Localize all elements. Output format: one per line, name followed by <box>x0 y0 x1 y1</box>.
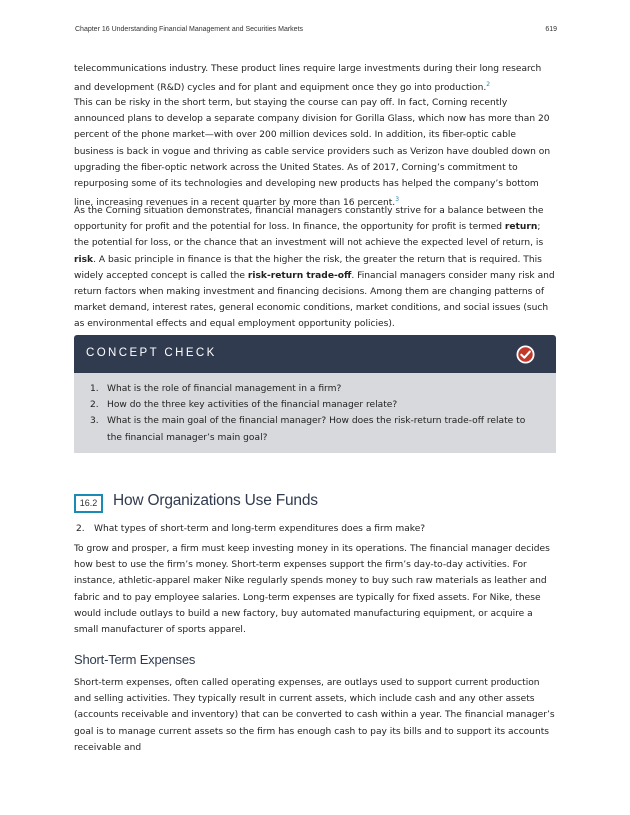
item-text: What is the role of financial management in a firm? <box>107 384 342 394</box>
paragraph-risk-return <box>74 203 558 333</box>
item-text: How do the three key activities of the financial manager relate? <box>107 400 398 411</box>
list-item <box>90 397 530 413</box>
paragraph-text: This can be risky in the short term, but staying the course can pay off. In fact, Corning recently announced plans to develop a separate company division for Gorilla Glass, which now has more than 20 percent of the phone market—with over 200 million devices sold. In addition, its fiber-optic cable business is back in vogue and thriving as cable service providers such as Verizon have doubled down on upgrading the fiber-optic network across the United States. As of 2017, Corning’s commitment to repurposing some of its technologies and developing new products has helped the company’s bottom line, increasing revenues in a recent quarter by more than 16 percent. <box>74 98 551 209</box>
list-item <box>90 413 530 445</box>
term-risk: risk <box>74 254 94 265</box>
page-number: 619 <box>545 26 557 33</box>
chapter-title: Chapter 16 Understanding Financial Management and Securities Markets <box>75 26 304 33</box>
paragraph-short-term: Short-term expenses, often called operating expenses, are outlays used to support current production and selling activities. They typically result in current assets, which include cash and any other assets (accounts receivable and inventory) that can be converted to cash within a year. The financial manager’s goal is to manage current assets so the firm has enough cash to pay its bills and to support its accounts receivable and <box>74 678 555 753</box>
learning-objective <box>76 521 425 537</box>
running-header <box>75 26 557 33</box>
paragraph-text: . Financial managers consider many risk and return factors when making investment and financing decisions. Among them are changing patterns of market demand, interest rates, general economic conditions, market conditions, and social issues (such as environmental effects and equal employment opportunity policies). <box>74 270 555 330</box>
concept-check-title: CONCEPT CHECK <box>86 347 217 359</box>
footnote-ref[interactable]: 2 <box>486 81 491 89</box>
concept-check-header <box>74 335 556 373</box>
paragraph-text: . A basic principle in finance is that the higher the risk, the greater the return that is required. This widely accepted concept is called the <box>74 254 542 281</box>
item-number: 2. <box>90 400 99 411</box>
item-text: What is the main goal of the financial manager? How does the risk-return trade-off relate to the financial manager’s main goal? <box>107 416 526 443</box>
paragraph-corning <box>74 95 558 211</box>
objective-text: What types of short-term and long-term expenditures does a firm make? <box>94 524 426 534</box>
paragraph-intro <box>74 61 558 96</box>
section-number-badge: 16.2 <box>74 494 103 513</box>
paragraph-text: telecommunications industry. These product lines require large investments during their long research and development (R&D) cycles and for plant and equipment once they go into production. <box>74 64 542 94</box>
checkmark-circle-icon <box>516 345 535 364</box>
item-number: 3. <box>90 416 99 427</box>
paragraph-text: ; the potential for loss, or the chance that an investment will not achieve the expected level of return, is <box>74 222 544 249</box>
item-number: 1. <box>90 384 99 394</box>
paragraph-text: As the Corning situation demonstrates, financial managers constantly strive for a balance between the opportunity for profit and the potential for loss. In finance, the opportunity for profit is termed <box>74 206 544 233</box>
paragraph-use-funds: To grow and prosper, a firm must keep investing money in its operations. The financial manager decides how best to use the firm’s money. Short-term expenses support the firm’s day-to-day activities. For instance, athletic-apparel maker Nike regularly spends money to buy such raw materials as leather and fabric and to pay employee salaries. Long-term expenses are typically for fixed assets. For Nike, these would include outlays to build a new factory, buy automated manufacturing equipment, or acquire a small manufacturer of sports apparel. <box>74 544 550 636</box>
objective-number: 2. <box>76 524 85 534</box>
section-title: How Organizations Use Funds <box>113 492 318 509</box>
concept-check-list <box>90 381 530 446</box>
list-item <box>90 381 530 397</box>
term-return: return <box>504 222 538 233</box>
subsection-title: Short-Term Expenses <box>74 652 196 667</box>
concept-check-body <box>74 373 556 453</box>
footnote-ref[interactable]: 3 <box>395 196 400 204</box>
term-risk-return-tradeoff: risk-return trade-off <box>247 270 352 281</box>
